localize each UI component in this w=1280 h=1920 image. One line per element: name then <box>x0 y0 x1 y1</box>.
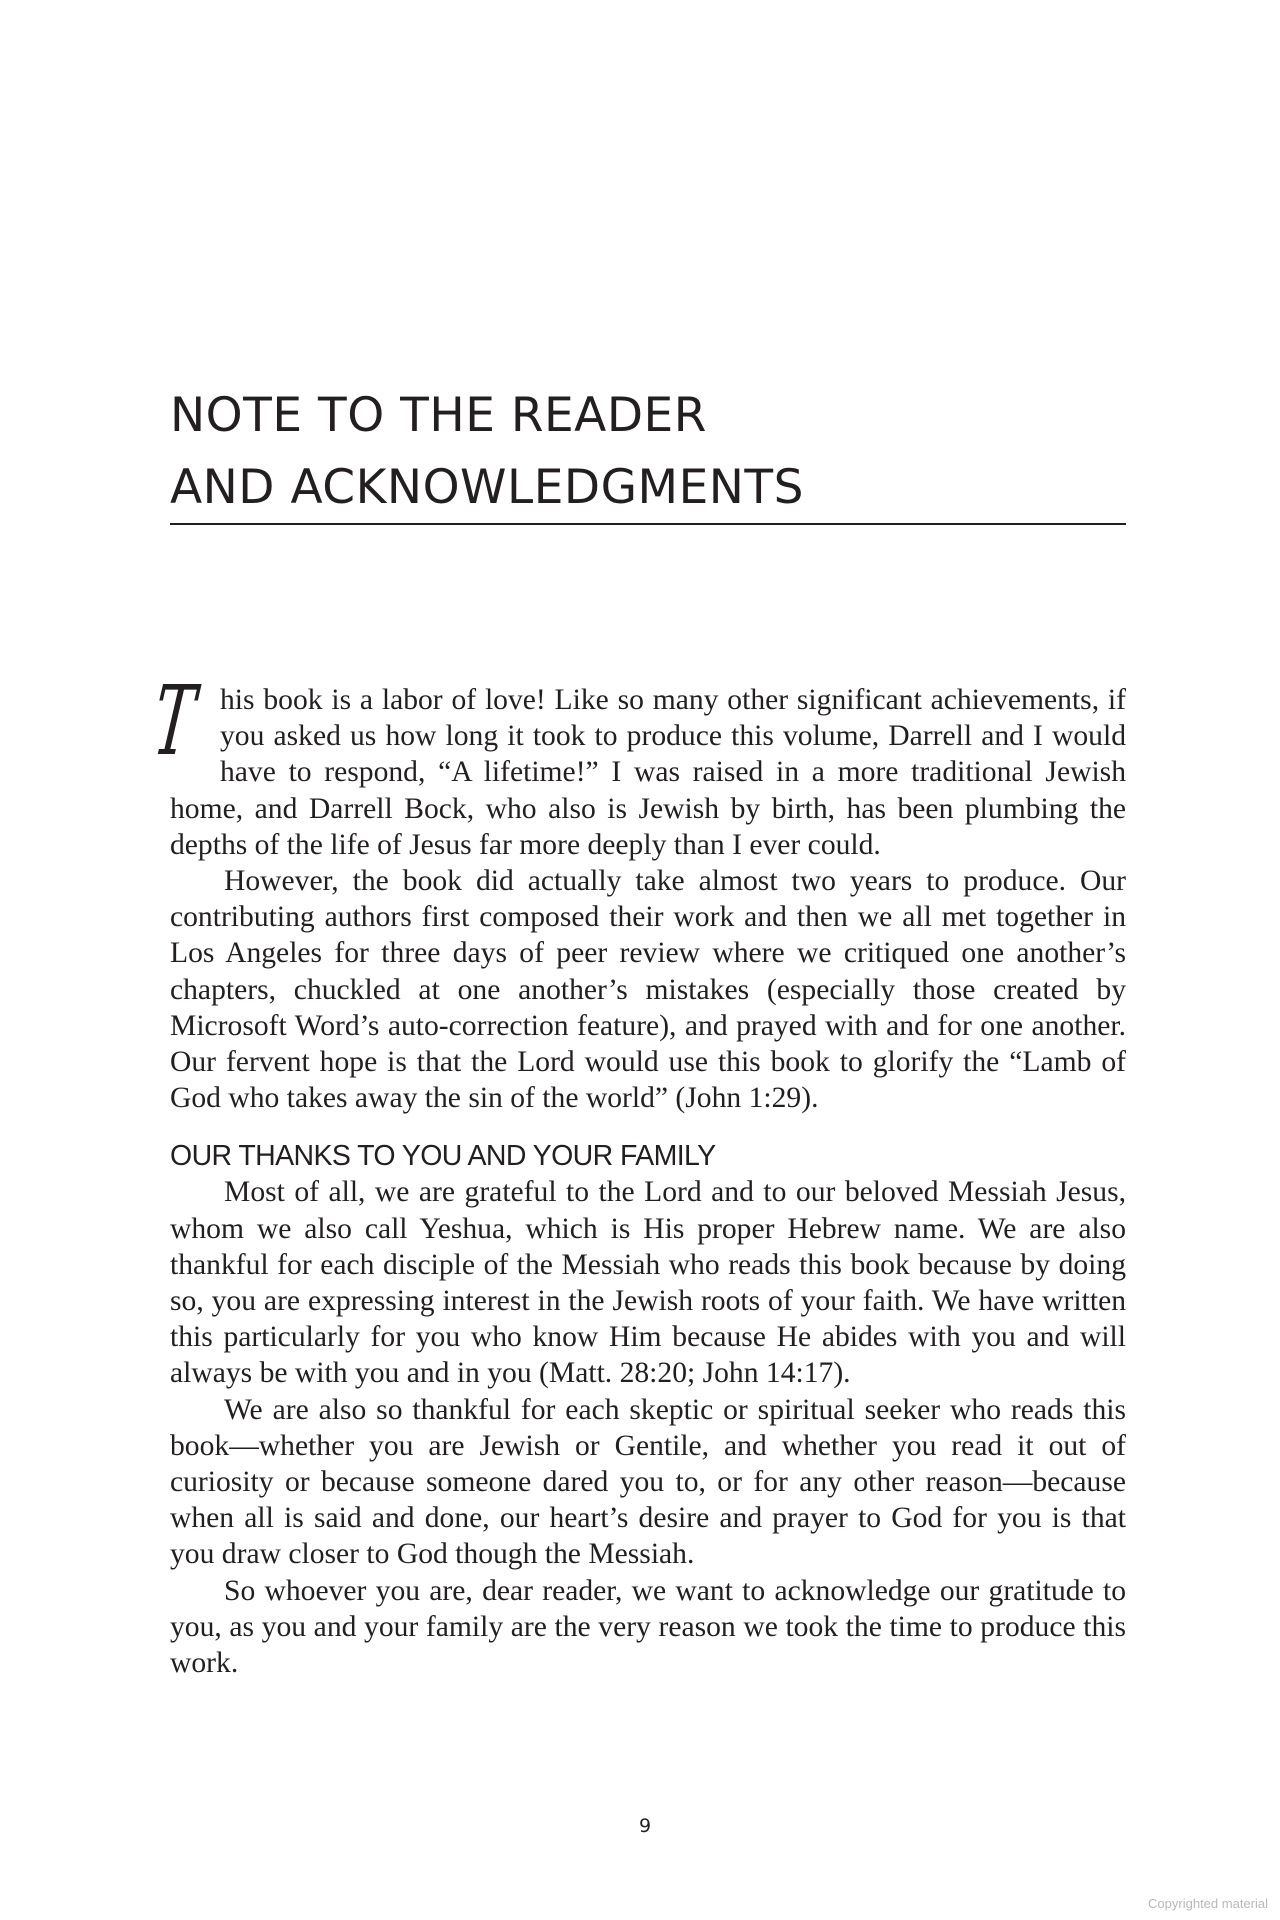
chapter-title-line-1: NOTE TO THE READER <box>170 388 707 443</box>
drop-cap: T <box>148 665 200 777</box>
copyright-watermark: Copyrighted material <box>1148 1896 1268 1911</box>
paragraph-4: We are also so thankful for each skeptic or spiritual seeker who reads this book—whether you are Jewish or Gentile, and whether you read it out of curiosity or because someone dared you to, or for any other reason—because when all is said and done, our heart’s desire and prayer to God for you is that you draw closer to God though the Messiah. <box>170 1393 1126 1571</box>
title-underline-divider <box>170 523 1126 525</box>
paragraph-3: Most of all, we are grateful to the Lord and to our beloved Messiah Jesus, whom we also call Yeshua, which is His proper Hebrew name. We are also thankful for each disciple of the Messiah who reads this book because by doing so, you are expressing interest in the Jewish roots of your faith. We have written this particularly for you who know Him because He abides with you and will always be with you and in you (Matt. 28:20; John 14:17). <box>170 1176 1126 1390</box>
section-heading: OUR THANKS TO YOU AND YOUR FAMILY <box>170 1140 716 1173</box>
paragraph-1-text: his book is a labor of love! Like so many other significant achievements, if you asked us how long it took to produce this volume, Darrell and I would have to respond, “A lifetime!” I was raised in a more traditional Jewish home, and Darrell Bock, who also is Jewish by birth, has been plumbing the depths of the life of Jesus far more deeply than I ever could. <box>170 684 1126 861</box>
chapter-title-line-2: AND ACKNOWLEDGMENTS <box>170 460 804 515</box>
paragraph-2: However, the book did actually take almost two years to produce. Our contributing authors first composed their work and then we all met together in Los Angeles for three days of peer review where we critiqued one another’s chapters, chuckled at one another’s mistakes (especially those created by Microsoft Word’s auto-correction feature), and prayed with and for one another. Our fervent hope is that the Lord would use this book to glorify the “Lamb of God who takes away the sin of the world” (John 1:29). <box>170 865 1126 1115</box>
chapter-title <box>170 380 1120 524</box>
body-text <box>148 665 1126 1681</box>
page-number: 9 <box>638 1815 652 1837</box>
paragraph-5: So whoever you are, dear reader, we want to acknowledge our gratitude to you, as you and your family are the very reason we took the time to produce this work. <box>170 1574 1126 1680</box>
paragraph-1 <box>148 665 1126 863</box>
